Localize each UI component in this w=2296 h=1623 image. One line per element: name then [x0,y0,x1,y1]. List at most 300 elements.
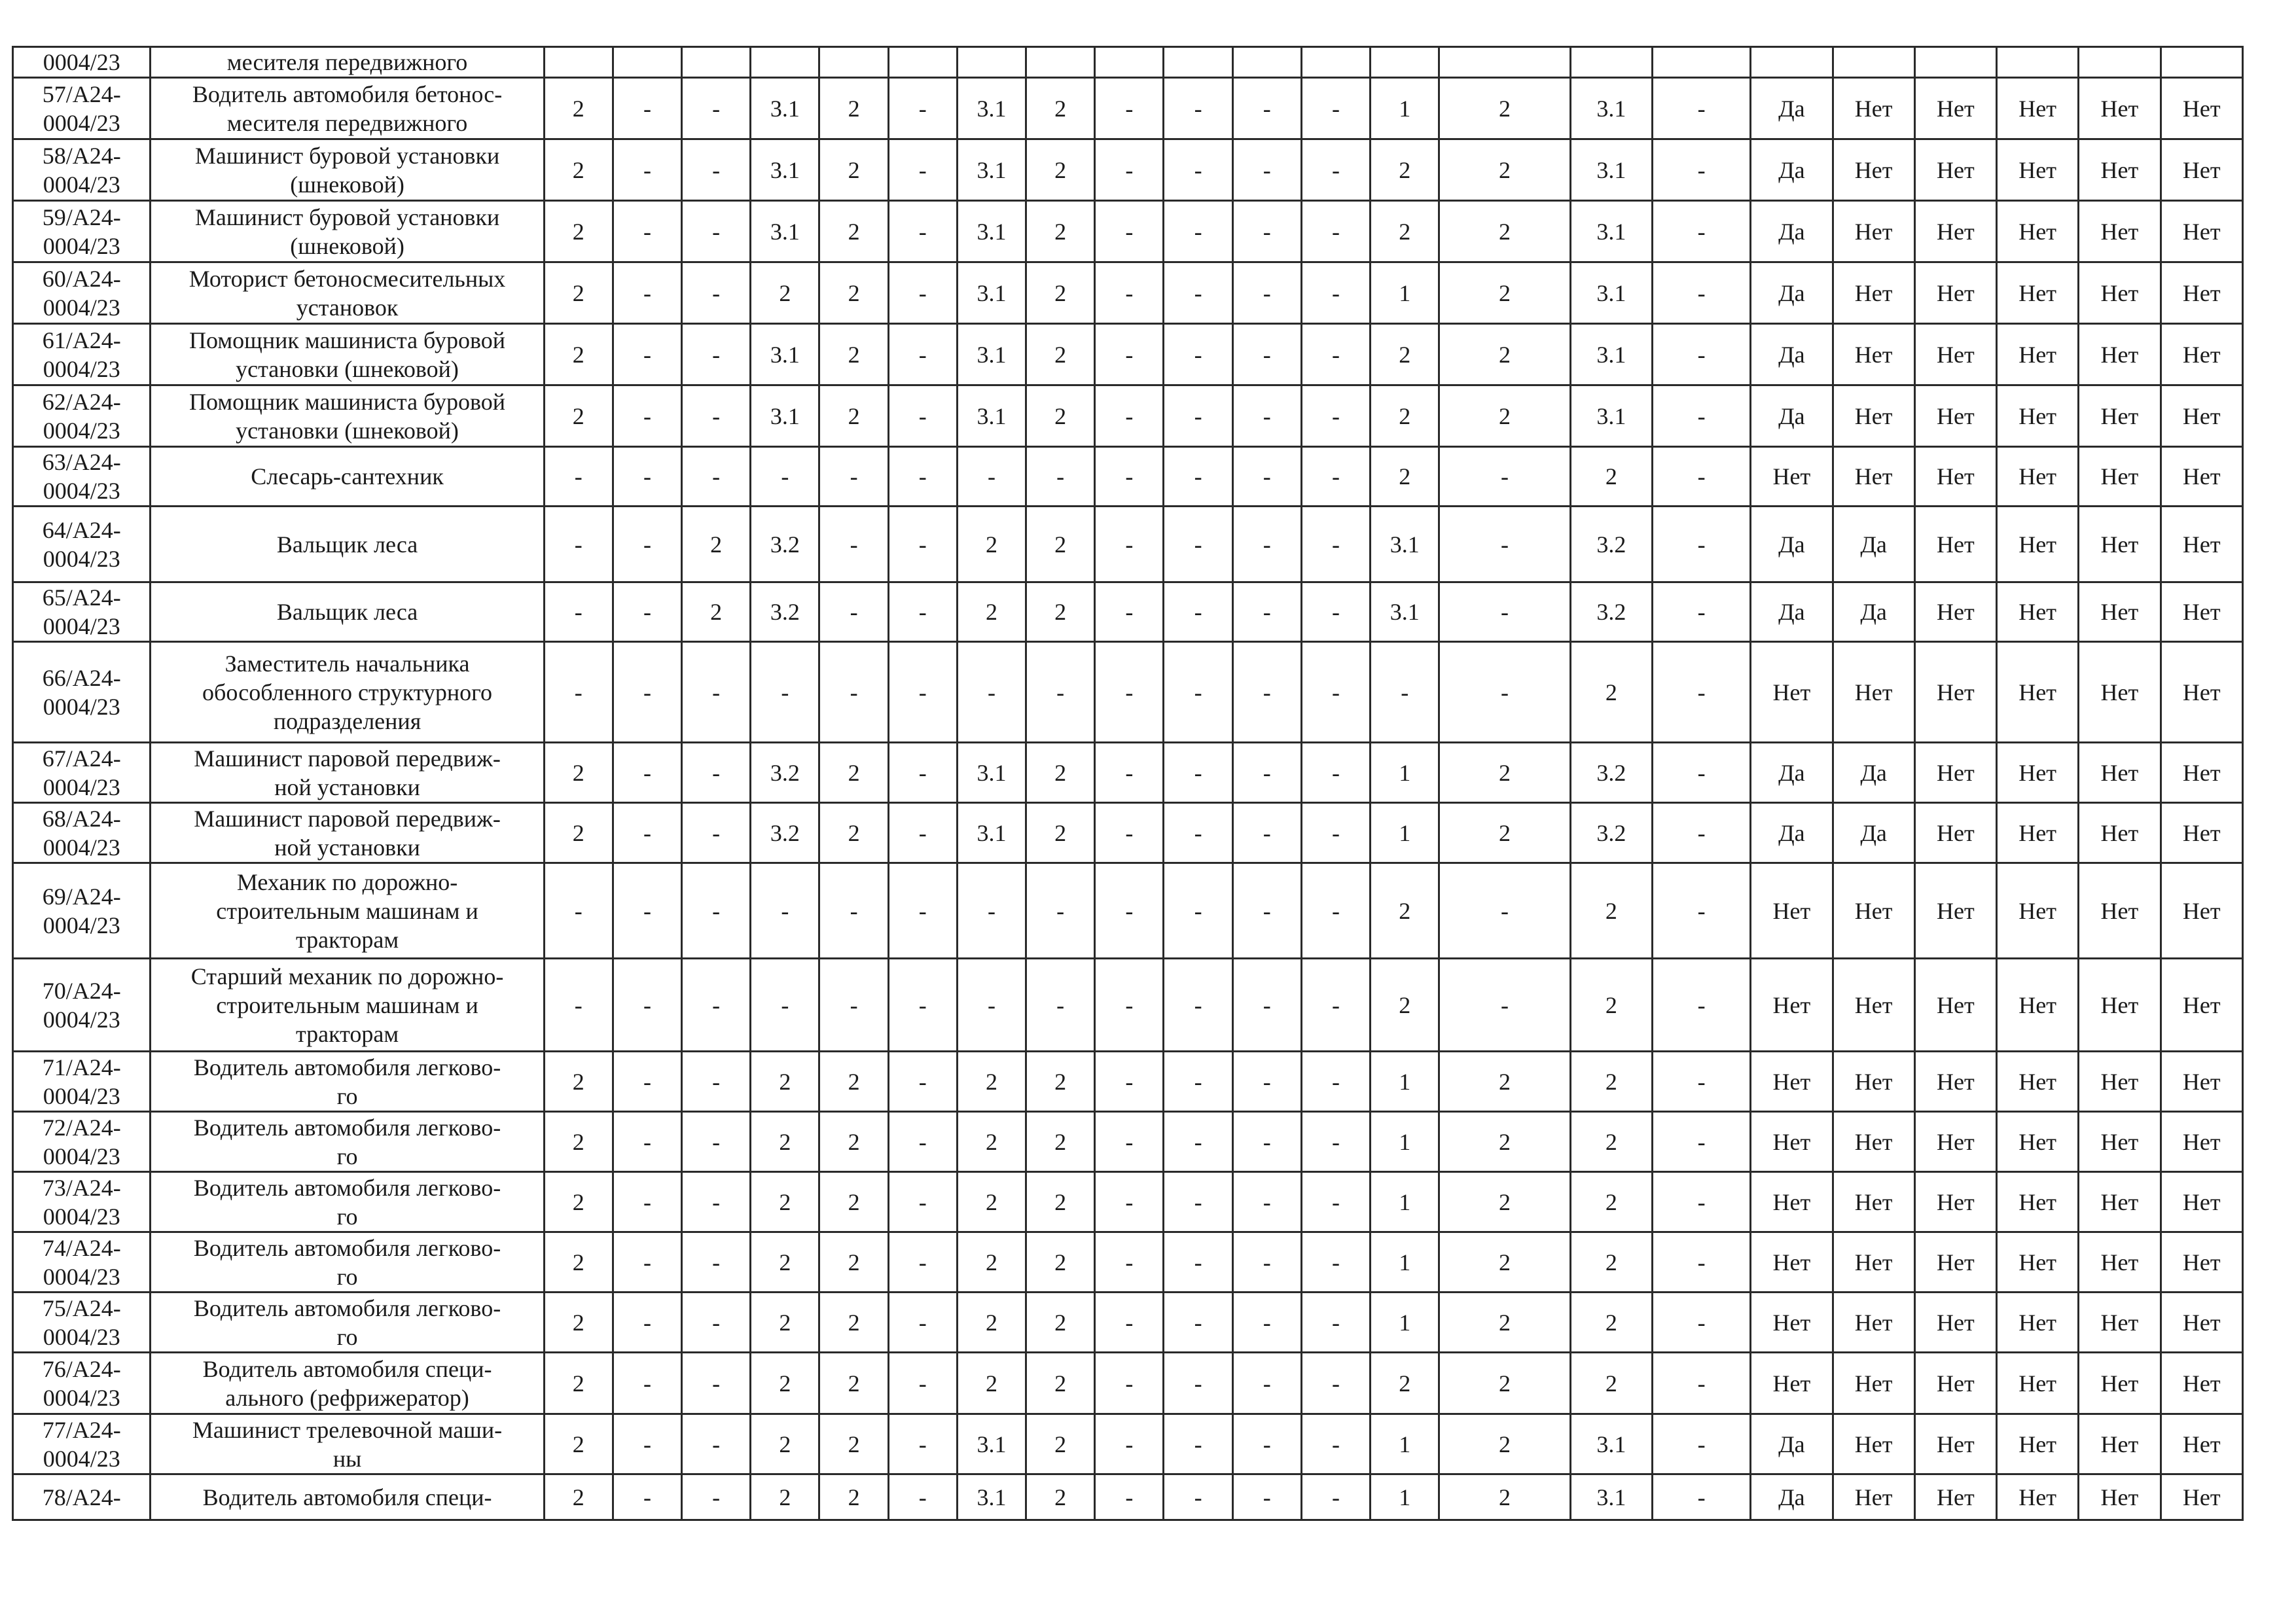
factor-class-cell: - [613,1172,681,1232]
factor-class-cell: 1 [1371,78,1439,139]
factor-class-cell: 2 [544,1052,613,1112]
factor-class-cell: - [1232,1052,1301,1112]
yes-no-cell: Нет [2079,863,2161,959]
position-name-cell: Машинист паровой передвиж- ной установки [151,803,544,863]
factor-class-cell: 2 [1439,139,1570,201]
yes-no-cell: Нет [1997,743,2079,803]
yes-no-cell: Нет [1997,1293,2079,1353]
factor-class-cell: - [1095,201,1164,262]
factor-class-cell: - [1652,201,1750,262]
yes-no-cell: Нет [1997,582,2079,642]
position-name-cell: Слесарь-сантехник [151,447,544,507]
factor-class-cell: - [1026,959,1095,1052]
factor-class-cell: - [682,324,751,385]
table-row [13,47,2243,78]
factor-class-cell: 2 [957,1052,1026,1112]
factor-class-cell: 2 [819,1112,888,1172]
factor-class-cell: - [682,1353,751,1414]
factor-class-cell: 2 [1026,803,1095,863]
yes-no-cell: Нет [1751,1172,1833,1232]
factor-class-cell: 2 [957,1172,1026,1232]
yes-no-cell: Нет [2161,1232,2243,1293]
factor-class-cell: 2 [819,1353,888,1414]
factor-class-cell [1371,47,1439,78]
yes-no-cell: Нет [1914,78,1996,139]
factor-class-cell: - [1301,385,1370,447]
yes-no-cell: Нет [2079,385,2161,447]
factor-class-cell: - [1164,1353,1232,1414]
factor-class-cell: 2 [1026,507,1095,582]
position-name-cell: Машинист буровой установки (шнековой) [151,201,544,262]
factor-class-cell: - [1232,959,1301,1052]
yes-no-cell: Да [1751,78,1833,139]
yes-no-cell: Нет [2161,139,2243,201]
position-name-cell: Помощник машиниста буровой установки (шнековой) [151,385,544,447]
yes-no-cell: Нет [2161,642,2243,743]
yes-no-cell: Да [1751,262,1833,324]
yes-no-cell: Да [1833,743,1914,803]
factor-class-cell: 2 [544,139,613,201]
yes-no-cell: Нет [1997,201,2079,262]
yes-no-cell: Нет [1914,1112,1996,1172]
factor-class-cell: - [1164,139,1232,201]
factor-class-cell: - [1652,78,1750,139]
factor-class-cell: 3.1 [1570,1414,1652,1474]
factor-class-cell: - [1301,447,1370,507]
yes-no-cell: Нет [2079,803,2161,863]
yes-no-cell: Нет [1833,1414,1914,1474]
factor-class-cell: 1 [1371,1474,1439,1520]
factor-class-cell: - [1232,1112,1301,1172]
factor-class-cell [1570,47,1652,78]
factor-class-cell: 2 [1439,1112,1570,1172]
yes-no-cell: Нет [2079,262,2161,324]
yes-no-cell: Да [1751,324,1833,385]
factor-class-cell: - [682,447,751,507]
yes-no-cell: Нет [2079,1474,2161,1520]
factor-class-cell: - [1164,803,1232,863]
factor-class-cell: 3.2 [751,803,819,863]
factor-class-cell: 2 [819,1414,888,1474]
factor-class-cell: - [1301,642,1370,743]
yes-no-cell: Нет [2079,507,2161,582]
factor-class-cell: - [1652,1293,1750,1353]
yes-no-cell: Нет [1914,803,1996,863]
factor-class-cell: - [682,1112,751,1172]
factor-class-cell: 2 [751,1414,819,1474]
factor-class-cell: - [888,1353,957,1414]
factor-class-cell: 2 [1026,385,1095,447]
factor-class-cell: - [1232,743,1301,803]
row-id-cell: 61/А24- 0004/23 [13,324,151,385]
factor-class-cell: - [957,863,1026,959]
factor-class-cell: - [613,803,681,863]
factor-class-cell: - [1301,743,1370,803]
factor-class-cell: - [1095,1112,1164,1172]
factor-class-cell: - [1232,447,1301,507]
factor-class-cell: 2 [1439,78,1570,139]
factor-class-cell: - [819,582,888,642]
yes-no-cell: Нет [2079,78,2161,139]
factor-class-cell: 2 [1371,863,1439,959]
factor-class-cell: - [1164,642,1232,743]
factor-class-cell: - [544,959,613,1052]
position-name-cell: Машинист трелевочной маши- ны [151,1414,544,1474]
position-name-cell: Старший механик по дорожно- строительным машинам и тракторам [151,959,544,1052]
factor-class-cell: - [1439,642,1570,743]
factor-class-cell: 2 [544,1293,613,1353]
factor-class-cell: 3.1 [957,324,1026,385]
factor-class-cell: - [613,642,681,743]
yes-no-cell: Нет [1914,1293,1996,1353]
factor-class-cell: - [819,959,888,1052]
factor-class-cell: 2 [1026,743,1095,803]
factor-class-cell: 2 [1371,1353,1439,1414]
yes-no-cell: Нет [2161,78,2243,139]
yes-no-cell: Нет [1751,863,1833,959]
factor-class-cell: - [1301,863,1370,959]
factor-class-cell: 2 [1439,262,1570,324]
factor-class-cell: 2 [1570,1232,1652,1293]
yes-no-cell [2079,47,2161,78]
factor-class-cell: 2 [1026,1172,1095,1232]
table-row [13,1052,2243,1112]
factor-class-cell: 1 [1371,1052,1439,1112]
factor-class-cell: - [1026,447,1095,507]
factor-class-cell: - [888,324,957,385]
factor-class-cell: - [1301,1353,1370,1414]
factor-class-cell: - [613,139,681,201]
factor-class-cell: - [819,507,888,582]
factor-class-cell: - [613,385,681,447]
factor-class-cell: 2 [819,1052,888,1112]
factor-class-cell: - [888,385,957,447]
factor-class-cell: 2 [544,1474,613,1520]
yes-no-cell: Нет [2161,743,2243,803]
yes-no-cell: Нет [1997,642,2079,743]
factor-class-cell: - [1652,1474,1750,1520]
factor-class-cell: 3.1 [957,139,1026,201]
factor-class-cell: - [1164,262,1232,324]
factor-class-cell: 3.2 [751,507,819,582]
factor-class-cell: - [1652,582,1750,642]
factor-class-cell: 3.1 [957,743,1026,803]
factor-class-cell: - [613,743,681,803]
row-id-cell: 62/А24- 0004/23 [13,385,151,447]
factor-class-cell: 3.1 [957,1414,1026,1474]
yes-no-cell: Нет [1751,1293,1833,1353]
factor-class-cell: 2 [682,507,751,582]
factor-class-cell: 2 [751,1052,819,1112]
factor-class-cell: 2 [751,1112,819,1172]
factor-class-cell: - [1232,1232,1301,1293]
factor-class-cell: - [682,1474,751,1520]
row-id-cell: 68/А24- 0004/23 [13,803,151,863]
yes-no-cell: Нет [1833,1112,1914,1172]
yes-no-cell [1914,47,1996,78]
yes-no-cell [1751,47,1833,78]
yes-no-cell: Нет [1751,1052,1833,1112]
factor-class-cell: - [1095,447,1164,507]
factor-class-cell: - [888,743,957,803]
factor-class-cell: - [1095,582,1164,642]
factor-class-cell: - [1164,385,1232,447]
factor-class-cell: 3.1 [751,324,819,385]
factor-class-cell: 3.2 [751,743,819,803]
yes-no-cell: Нет [1751,1353,1833,1414]
yes-no-cell: Нет [1914,743,1996,803]
factor-class-cell: - [1439,582,1570,642]
factor-class-cell: 2 [544,1353,613,1414]
factor-class-cell: 2 [1570,1172,1652,1232]
yes-no-cell: Нет [1997,1414,2079,1474]
yes-no-cell: Да [1751,743,1833,803]
factor-class-cell: - [1095,262,1164,324]
factor-class-cell: 2 [1439,1232,1570,1293]
yes-no-cell: Нет [2161,324,2243,385]
row-id-cell: 73/А24- 0004/23 [13,1172,151,1232]
factor-class-cell: 2 [1570,863,1652,959]
factor-class-cell: - [1232,262,1301,324]
position-name-cell: Механик по дорожно- строительным машинам и тракторам [151,863,544,959]
position-name-cell: Машинист буровой установки (шнековой) [151,139,544,201]
factor-class-cell: - [888,139,957,201]
yes-no-cell: Нет [1833,385,1914,447]
factor-class-cell: 2 [544,1232,613,1293]
table-row [13,324,2243,385]
factor-class-cell: - [544,582,613,642]
position-name-cell: Помощник машиниста буровой установки (шнековой) [151,324,544,385]
yes-no-cell: Нет [2079,324,2161,385]
table-row [13,803,2243,863]
factor-class-cell: - [1232,201,1301,262]
yes-no-cell: Нет [2161,1353,2243,1414]
yes-no-cell: Нет [1997,959,2079,1052]
factor-class-cell: - [682,139,751,201]
row-id-cell: 74/А24- 0004/23 [13,1232,151,1293]
factor-class-cell: - [1164,507,1232,582]
factor-class-cell: 2 [1439,1353,1570,1414]
factor-class-cell: - [682,803,751,863]
factor-class-cell: - [682,1172,751,1232]
factor-class-cell: 3.1 [1570,78,1652,139]
factor-class-cell: 2 [819,201,888,262]
factor-class-cell: 1 [1371,803,1439,863]
yes-no-cell: Да [1833,582,1914,642]
factor-class-cell: - [1301,262,1370,324]
factor-class-cell: - [613,1293,681,1353]
row-id-cell: 57/А24- 0004/23 [13,78,151,139]
table-body [13,47,2243,1520]
yes-no-cell: Нет [1997,447,2079,507]
factor-class-cell: - [1652,959,1750,1052]
factor-class-cell [682,47,751,78]
factor-class-cell: 2 [544,1172,613,1232]
factor-class-cell: - [682,1052,751,1112]
table-row [13,1232,2243,1293]
factor-class-cell: - [1301,201,1370,262]
factor-class-cell: - [888,642,957,743]
yes-no-cell: Нет [1997,1052,2079,1112]
factor-class-cell: - [1652,507,1750,582]
factor-class-cell: - [1301,324,1370,385]
factor-class-cell: 3.1 [1570,139,1652,201]
factor-class-cell: - [613,959,681,1052]
factor-class-cell: 3.1 [751,139,819,201]
position-name-cell: Водитель автомобиля легково- го [151,1052,544,1112]
factor-class-cell: 2 [819,1474,888,1520]
factor-class-cell: - [1652,1232,1750,1293]
factor-class-cell: 2 [1570,959,1652,1052]
factor-class-cell: - [1095,1293,1164,1353]
yes-no-cell: Да [1751,1414,1833,1474]
factor-class-cell: 2 [544,385,613,447]
yes-no-cell: Нет [2161,959,2243,1052]
factor-class-cell: 2 [819,1172,888,1232]
factor-class-cell: 3.1 [751,385,819,447]
factor-class-cell: - [613,447,681,507]
factor-class-cell: 1 [1371,1112,1439,1172]
yes-no-cell: Нет [2161,1112,2243,1172]
yes-no-cell: Нет [2079,743,2161,803]
yes-no-cell: Нет [1833,262,1914,324]
factor-class-cell: 3.1 [957,78,1026,139]
factor-class-cell: - [1301,78,1370,139]
factor-class-cell: - [888,1414,957,1474]
yes-no-cell: Да [1751,507,1833,582]
factor-class-cell: - [1301,1414,1370,1474]
position-name-cell: Водитель автомобиля легково- го [151,1232,544,1293]
factor-class-cell: 1 [1371,1172,1439,1232]
position-name-cell: Водитель автомобиля специ- ального (рефрижератор) [151,1353,544,1414]
factor-class-cell: 2 [1439,1172,1570,1232]
factor-class-cell: - [1164,1414,1232,1474]
factor-class-cell: 1 [1371,1414,1439,1474]
factor-class-cell: - [1095,78,1164,139]
factor-class-cell: - [1232,139,1301,201]
yes-no-cell: Нет [2161,803,2243,863]
factor-class-cell: 2 [1026,1052,1095,1112]
yes-no-cell: Нет [1997,139,2079,201]
yes-no-cell: Нет [1914,1474,1996,1520]
factor-class-cell: 2 [1570,1052,1652,1112]
factor-class-cell: - [1652,1353,1750,1414]
yes-no-cell: Нет [1997,324,2079,385]
yes-no-cell: Нет [2161,201,2243,262]
factor-class-cell: - [888,201,957,262]
factor-class-cell: - [1164,447,1232,507]
factor-class-cell: 2 [819,78,888,139]
factor-class-cell: - [751,959,819,1052]
factor-class-cell [1095,47,1164,78]
factor-class-cell: 2 [819,385,888,447]
factor-class-cell: - [888,447,957,507]
factor-class-cell: - [1164,324,1232,385]
factor-class-cell: - [1095,1474,1164,1520]
factor-class-cell: 2 [751,1474,819,1520]
factor-class-cell: - [613,1052,681,1112]
yes-no-cell: Нет [1914,201,1996,262]
factor-class-cell: - [1652,863,1750,959]
table-row [13,863,2243,959]
factor-class-cell: - [544,863,613,959]
factor-class-cell: 2 [819,1293,888,1353]
factor-class-cell: 2 [1026,1293,1095,1353]
factor-class-cell: 2 [957,507,1026,582]
factor-class-cell: 3.1 [1570,324,1652,385]
factor-class-cell: - [1232,582,1301,642]
table-row [13,1293,2243,1353]
row-id-cell: 71/А24- 0004/23 [13,1052,151,1112]
yes-no-cell: Нет [1997,1474,2079,1520]
factor-class-cell: - [1652,139,1750,201]
factor-class-cell: 2 [1570,1112,1652,1172]
row-id-cell: 67/А24- 0004/23 [13,743,151,803]
factor-class-cell [1301,47,1370,78]
yes-no-cell: Нет [2079,201,2161,262]
factor-class-cell: - [1301,582,1370,642]
factor-class-cell: 3.2 [1570,803,1652,863]
factor-class-cell: 2 [544,1112,613,1172]
factor-class-cell: - [1232,78,1301,139]
factor-class-cell: 1 [1371,743,1439,803]
factor-class-cell: - [613,1474,681,1520]
yes-no-cell: Нет [1914,139,1996,201]
factor-class-cell: - [1026,642,1095,743]
table-row [13,447,2243,507]
factor-class-cell: 2 [1439,1474,1570,1520]
factor-class-cell: - [1439,863,1570,959]
table-row [13,139,2243,201]
yes-no-cell: Нет [2079,642,2161,743]
factor-class-cell: 3.1 [1570,262,1652,324]
factor-class-cell: 3.2 [1570,743,1652,803]
factor-class-cell: 2 [1439,1052,1570,1112]
factor-class-cell [1439,47,1570,78]
factor-class-cell: - [613,1353,681,1414]
factor-class-cell [751,47,819,78]
factor-class-cell: - [1652,447,1750,507]
factor-class-cell: - [819,642,888,743]
yes-no-cell: Нет [1997,262,2079,324]
position-name-cell: месителя передвижного [151,47,544,78]
table-row [13,1474,2243,1520]
table-row [13,959,2243,1052]
factor-class-cell: - [1232,803,1301,863]
yes-no-cell: Нет [1833,1052,1914,1112]
factor-class-cell: - [1652,1172,1750,1232]
row-id-cell: 65/А24- 0004/23 [13,582,151,642]
position-name-cell: Моторист бетоносмесительных установок [151,262,544,324]
yes-no-cell: Нет [1914,582,1996,642]
factor-class-cell: 3.1 [1371,582,1439,642]
factor-class-cell: 2 [1439,803,1570,863]
factor-class-cell: - [1095,1232,1164,1293]
factor-class-cell: 2 [957,1353,1026,1414]
factor-class-cell: - [613,324,681,385]
factor-class-cell: - [1164,1052,1232,1112]
yes-no-cell: Нет [1914,863,1996,959]
factor-class-cell: - [751,863,819,959]
yes-no-cell: Да [1833,507,1914,582]
yes-no-cell: Нет [1833,201,1914,262]
yes-no-cell: Нет [2079,1112,2161,1172]
position-name-cell: Вальщик леса [151,582,544,642]
factor-class-cell: 2 [544,78,613,139]
yes-no-cell: Нет [2079,1172,2161,1232]
factor-class-cell: 3.1 [1570,385,1652,447]
factor-class-cell: - [1232,507,1301,582]
